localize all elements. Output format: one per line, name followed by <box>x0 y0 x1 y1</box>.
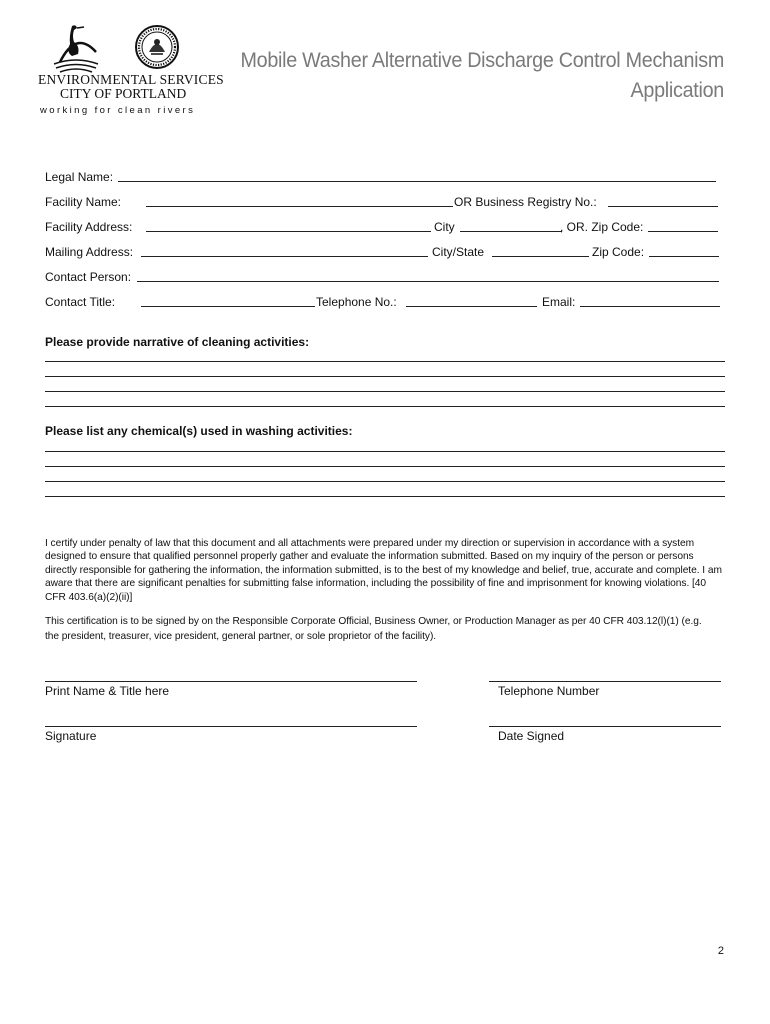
chemicals-line-3[interactable] <box>45 481 725 482</box>
page-number: 2 <box>717 945 724 957</box>
telephone-no-label: Telephone No.: <box>316 295 397 309</box>
chemicals-line-2[interactable] <box>45 466 725 467</box>
telephone-field[interactable] <box>406 306 537 307</box>
facility-address-label: Facility Address: <box>45 220 133 234</box>
mailing-address-field[interactable] <box>141 256 428 257</box>
city-label: City <box>434 220 455 234</box>
email-label: Email: <box>542 295 576 309</box>
logo-line-1: ENVIRONMENTAL SERVICES <box>38 72 224 87</box>
date-signed-label: Date Signed <box>498 729 565 743</box>
chemicals-line-1[interactable] <box>45 451 725 452</box>
print-name-field[interactable] <box>45 681 417 682</box>
chemicals-line-4[interactable] <box>45 496 725 497</box>
logo-tagline: working for clean rivers <box>40 105 196 116</box>
narrative-heading: Please provide narrative of cleaning activities: <box>45 335 310 349</box>
telephone-number-label: Telephone Number <box>498 684 600 698</box>
narrative-line-4[interactable] <box>45 406 725 407</box>
email-field[interactable] <box>580 306 720 307</box>
narrative-line-2[interactable] <box>45 376 725 377</box>
legal-name-label: Legal Name: <box>45 170 114 184</box>
city-state-label: City/State <box>432 245 485 259</box>
or-zip-label: , OR. Zip Code: <box>560 220 644 234</box>
contact-title-label: Contact Title: <box>45 295 116 309</box>
certification-note: This certification is to be signed by on the Responsible Corporate Official, Business Owner, or Production Manager as per 40 CFR 403.12(l)(1) (e.g. the president, treasurer, vice president, general partner, or sole proprietor of the facility). <box>45 616 702 642</box>
narrative-line-3[interactable] <box>45 391 725 392</box>
contact-title-field[interactable] <box>141 306 315 307</box>
city-seal-icon <box>134 24 180 70</box>
business-registry-label: OR Business Registry No.: <box>454 195 597 209</box>
logo-line-2: CITY OF PORTLAND <box>60 86 187 101</box>
facility-address-field[interactable] <box>146 231 431 232</box>
narrative-line-1[interactable] <box>45 361 725 362</box>
facility-name-label: Facility Name: <box>45 195 122 209</box>
date-signed-field[interactable] <box>489 726 721 727</box>
facility-zip-field[interactable] <box>648 231 718 232</box>
signature-label: Signature <box>45 729 97 743</box>
contact-person-field[interactable] <box>137 281 719 282</box>
zip-code-label: Zip Code: <box>592 245 645 259</box>
city-field[interactable] <box>460 231 562 232</box>
mailing-zip-field[interactable] <box>649 256 719 257</box>
city-state-field[interactable] <box>492 256 589 257</box>
telephone-number-field[interactable] <box>489 681 721 682</box>
print-name-label: Print Name & Title here <box>45 684 170 698</box>
contact-person-label: Contact Person: <box>45 270 132 284</box>
business-registry-field[interactable] <box>608 206 718 207</box>
facility-name-field[interactable] <box>146 206 453 207</box>
title-line-1: Mobile Washer Alternative Discharge Control Mechanism <box>240 49 724 72</box>
title-line-2: Application <box>630 79 724 102</box>
legal-name-field[interactable] <box>118 181 716 182</box>
signature-field[interactable] <box>45 726 417 727</box>
chemicals-heading: Please list any chemical(s) used in washing activities: <box>45 424 353 438</box>
heron-logo-icon <box>50 22 102 74</box>
page-title <box>235 46 724 106</box>
mailing-address-label: Mailing Address: <box>45 245 134 259</box>
certification-paragraph: I certify under penalty of law that this document and all attachments were prepared under my direction or supervision in accordance with a system designed to ensure that qualified personnel properly gather and evaluate the information submitted. Based on my inquiry of the person or persons directly responsible for gathering the information, the information submitted, is to the best of my knowledge and belief, true, accurate and complete. I am aware that there are significant penalties for submitting false information, including the possibility of fine and imprisonment for knowing violations. [40 CFR 403.6(a)(2)(ii)] <box>45 538 722 603</box>
